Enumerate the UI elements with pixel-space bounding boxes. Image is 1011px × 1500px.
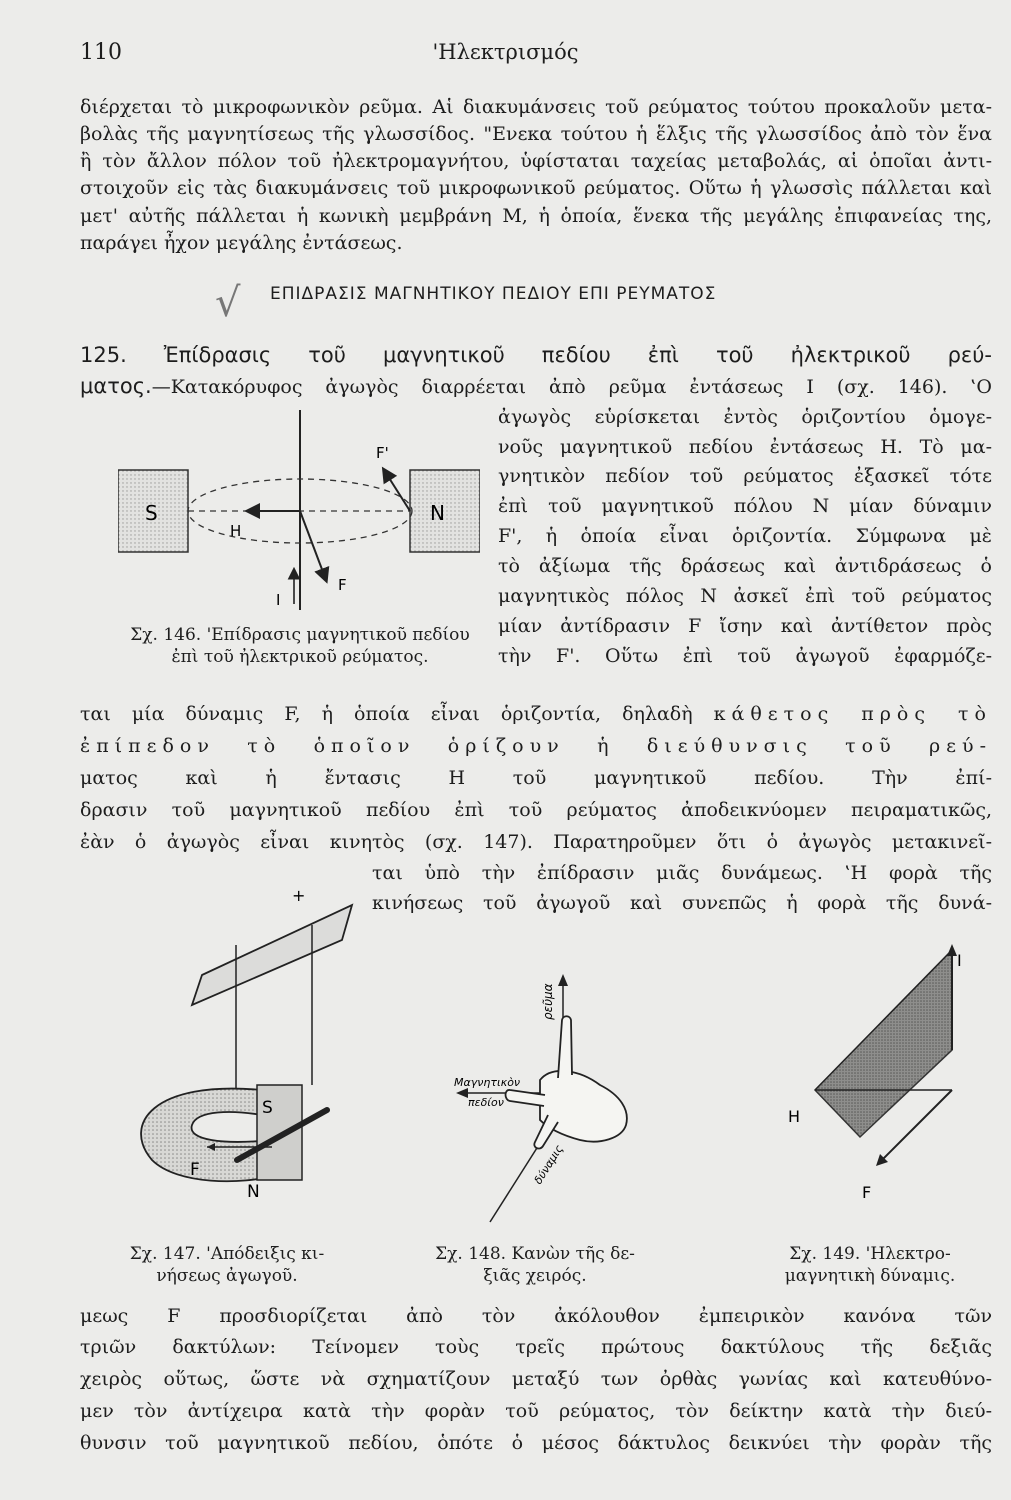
right-column-line: ἐπὶ τοῦ μαγνητικοῦ πόλου Ν μίαν δύναμιν bbox=[498, 495, 992, 517]
intro-line: μετ' αὐτῆς πάλλεται ἡ κωνικὴ μεμβράνη Μ, ἡ ὁποία, ἕνεκα τῆς μεγάλης ἐπιφανείας της, bbox=[80, 205, 992, 227]
figure-147 bbox=[112, 885, 362, 1225]
label-s: S bbox=[262, 1098, 273, 1118]
para125-line bbox=[80, 342, 992, 369]
f-vector bbox=[300, 511, 326, 580]
label-s: S bbox=[145, 501, 158, 525]
label-f: F bbox=[338, 576, 347, 594]
fig147-caption bbox=[112, 1243, 342, 1287]
label-current: ρεῦμα bbox=[541, 983, 555, 1020]
body-line: ται ὑπὸ τὴν ἐπίδρασιν μιᾶς δυνάμεως. ‛Η φορὰ τῆς bbox=[372, 862, 992, 884]
figure-149 bbox=[770, 940, 990, 1230]
right-column-line: ἀγωγὸς εὑρίσκεται ἐντὸς ὁριζοντίου ὁμογε- bbox=[498, 406, 992, 428]
para125-text: —Κατακόρυφος ἀγωγὸς διαρρέεται ἀπὸ ρεῦμα ἐντάσεως I (σχ. 146). ‛Ο bbox=[151, 376, 992, 398]
fig147-caption-line: Σχ. 147. 'Απόδειξις κι- bbox=[129, 1244, 325, 1264]
para125-heading-end: ματος. bbox=[80, 374, 152, 398]
closing-line: χειρὸς οὕτως, ὥστε νὰ σχηματίζουν μεταξύ των ὀρθὰς γωνίας καὶ κατευθύνο- bbox=[80, 1368, 992, 1390]
label-force: δύναμις bbox=[531, 1142, 566, 1187]
closing-line: τριῶν δακτύλων: Τείνομεν τοὺς τρεῖς πρώτους δακτύλους τῆς δεξιᾶς bbox=[80, 1336, 992, 1358]
body-text: ται μία δύναμις F, ἡ ὁποία εἶναι ὁριζοντία, δηλαδὴ bbox=[80, 703, 693, 725]
fig149-caption-line: μαγνητικὴ δύναμις. bbox=[784, 1266, 956, 1286]
fig146-caption bbox=[100, 624, 500, 668]
intro-line: παράγει ἦχον μεγάλης ἐντάσεως. bbox=[80, 232, 403, 254]
label-plus: + bbox=[292, 886, 306, 905]
magnet-pole-n bbox=[410, 470, 480, 552]
body-line: δρασιν τοῦ μαγνητικοῦ πεδίου ἐπὶ τοῦ ρεύματος ἀποδεικνύομεν πειραματικῶς, bbox=[80, 799, 992, 821]
thumb bbox=[558, 1016, 572, 1078]
label-f: F bbox=[862, 1183, 872, 1202]
margin-check-mark: √ bbox=[215, 280, 241, 326]
body-line: ἐπίπεδον τὸ ὁποῖον ὁρίζουν ἡ διεύθυνσις τοῦ ρεύ- bbox=[80, 735, 992, 757]
fig148-caption-line: Σχ. 148. Κανὼν τῆς δε- bbox=[435, 1244, 635, 1264]
running-title: 'Ηλεκτρισμός bbox=[432, 40, 579, 64]
right-column-line: μίαν ἀντίδρασιν F ἴσην καὶ ἀντίθετον πρὸς bbox=[498, 615, 992, 637]
para125-heading: 125. Ἐπίδρασις τοῦ μαγνητικοῦ πεδίου ἐπὶ τοῦ ἠλεκτρικοῦ ρεύ- bbox=[80, 343, 992, 367]
figure-146 bbox=[118, 410, 480, 610]
para125-line bbox=[80, 373, 992, 400]
label-h: H bbox=[788, 1107, 801, 1126]
right-column-line: F', ἡ ὁποία εἶναι ὁριζοντία. Σύμφωνα μὲ bbox=[498, 525, 992, 547]
right-column-line: γνητικὸν πεδίον τοῦ ρεύματος ἐξασκεῖ τότε bbox=[498, 465, 992, 487]
label-f-prime: F' bbox=[376, 444, 389, 462]
label-field-2: πεδίον bbox=[468, 1096, 504, 1109]
intro-line: βολὰς τῆς μαγνητίσεως τῆς γλωσσίδος. "Ενεκα τούτου ἡ ἕλξις τῆς γλωσσίδος ἀπὸ τὸν ἕνα bbox=[80, 123, 992, 145]
intro-line: ἢ τὸν ἄλλον πόλον τοῦ ἠλεκτρομαγνήτου, ὑφίσταται ταχείας μεταβολάς, αἱ ὁποῖαι ἀντι- bbox=[80, 150, 992, 172]
closing-line: μεως F προσδιορίζεται ἀπὸ τὸν ἀκόλουθον ἐμπειρικὸν κανόνα τῶν bbox=[80, 1305, 992, 1327]
section-heading: ΕΠΙΔΡΑΣΙΣ ΜΑΓΝΗΤΙΚΟΥ ΠΕΔΙΟΥ ΕΠΙ ΡΕΥΜΑΤΟΣ bbox=[270, 284, 717, 304]
fig149-caption bbox=[755, 1243, 985, 1287]
label-f: F bbox=[190, 1160, 200, 1180]
figure-148 bbox=[440, 960, 640, 1230]
body-line: ἐὰν ὁ ἀγωγὸς εἶναι κινητὸς (σχ. 147). Παρατηροῦμεν ὅτι ὁ ἀγωγὸς μετακινεῖ- bbox=[80, 831, 992, 853]
right-column-line: τὸ ἀξίωμα τῆς δράσεως καὶ ἀντιδράσεως ὁ bbox=[498, 555, 992, 577]
label-h: H bbox=[230, 522, 242, 540]
label-n: N bbox=[247, 1182, 260, 1202]
body-line: ματος καὶ ἡ ἔντασις Η τοῦ μαγνητικοῦ πεδίου. Τὴν ἐπί- bbox=[80, 767, 992, 789]
body-line bbox=[80, 701, 992, 727]
intro-line: στοιχοῦν εἰς τὰς διακυμάνσεις τοῦ μικροφωνικοῦ ρεύματος. Οὕτω ἡ γλωσσὶς πάλλεται καὶ bbox=[80, 177, 992, 199]
force-plane bbox=[815, 950, 952, 1137]
closing-line: μεν τὸν ἀντίχειρα κατὰ τὴν φορὰν τοῦ ρεύματος, τὸν δείκτην κατὰ τὴν διεύ- bbox=[80, 1400, 992, 1422]
label-n: N bbox=[430, 501, 445, 525]
field-arrow-head bbox=[456, 1088, 468, 1098]
label-i: I bbox=[957, 951, 962, 970]
body-line: κινήσεως τοῦ ἀγωγοῦ καὶ συνεπῶς ἡ φορὰ τῆς δυνά- bbox=[372, 892, 992, 914]
label-i: I bbox=[276, 591, 281, 609]
fig146-caption-line: ἐπὶ τοῦ ἠλεκτρικοῦ ρεύματος. bbox=[171, 647, 429, 667]
closing-line: θυνσιν τοῦ μαγνητικοῦ πεδίου, ὁπότε ὁ μέσος δάκτυλος δεικνύει τὴν φορὰν τῆς bbox=[80, 1432, 992, 1454]
fig148-caption bbox=[420, 1243, 650, 1287]
label-field-1: Μαγνητικὸν bbox=[454, 1076, 521, 1089]
upper-plate bbox=[192, 905, 352, 1005]
right-column-line: νοῦς μαγνητικοῦ πεδίου ἐντάσεως Η. Τὸ μα- bbox=[498, 436, 992, 458]
right-column-line: μαγνητικὸς πόλος Ν ἀσκεῖ ἐπὶ τοῦ ρεύματος bbox=[498, 585, 992, 607]
spaced-emphasis: κάθετος πρὸς τὸ bbox=[713, 703, 992, 725]
right-column-line: τὴν F'. Οὕτω ἐπὶ τοῦ ἀγωγοῦ ἐφαρμόζε- bbox=[498, 645, 992, 667]
intro-line: διέρχεται τὸ μικροφωνικὸν ρεῦμα. Αἱ διακυμάνσεις τοῦ ρεύματος τούτου προκαλοῦν μετα- bbox=[80, 96, 992, 118]
fig147-caption-line: νήσεως ἀγωγοῦ. bbox=[156, 1266, 298, 1286]
fig146-caption-line: Σχ. 146. 'Επίδρασις μαγνητικοῦ πεδίου bbox=[130, 625, 470, 645]
page-number: 110 bbox=[80, 40, 122, 65]
current-arrow-head bbox=[558, 974, 568, 986]
fig148-caption-line: ξιᾶς χειρός. bbox=[483, 1266, 587, 1286]
fig149-caption-line: Σχ. 149. 'Ηλεκτρο- bbox=[789, 1244, 951, 1264]
